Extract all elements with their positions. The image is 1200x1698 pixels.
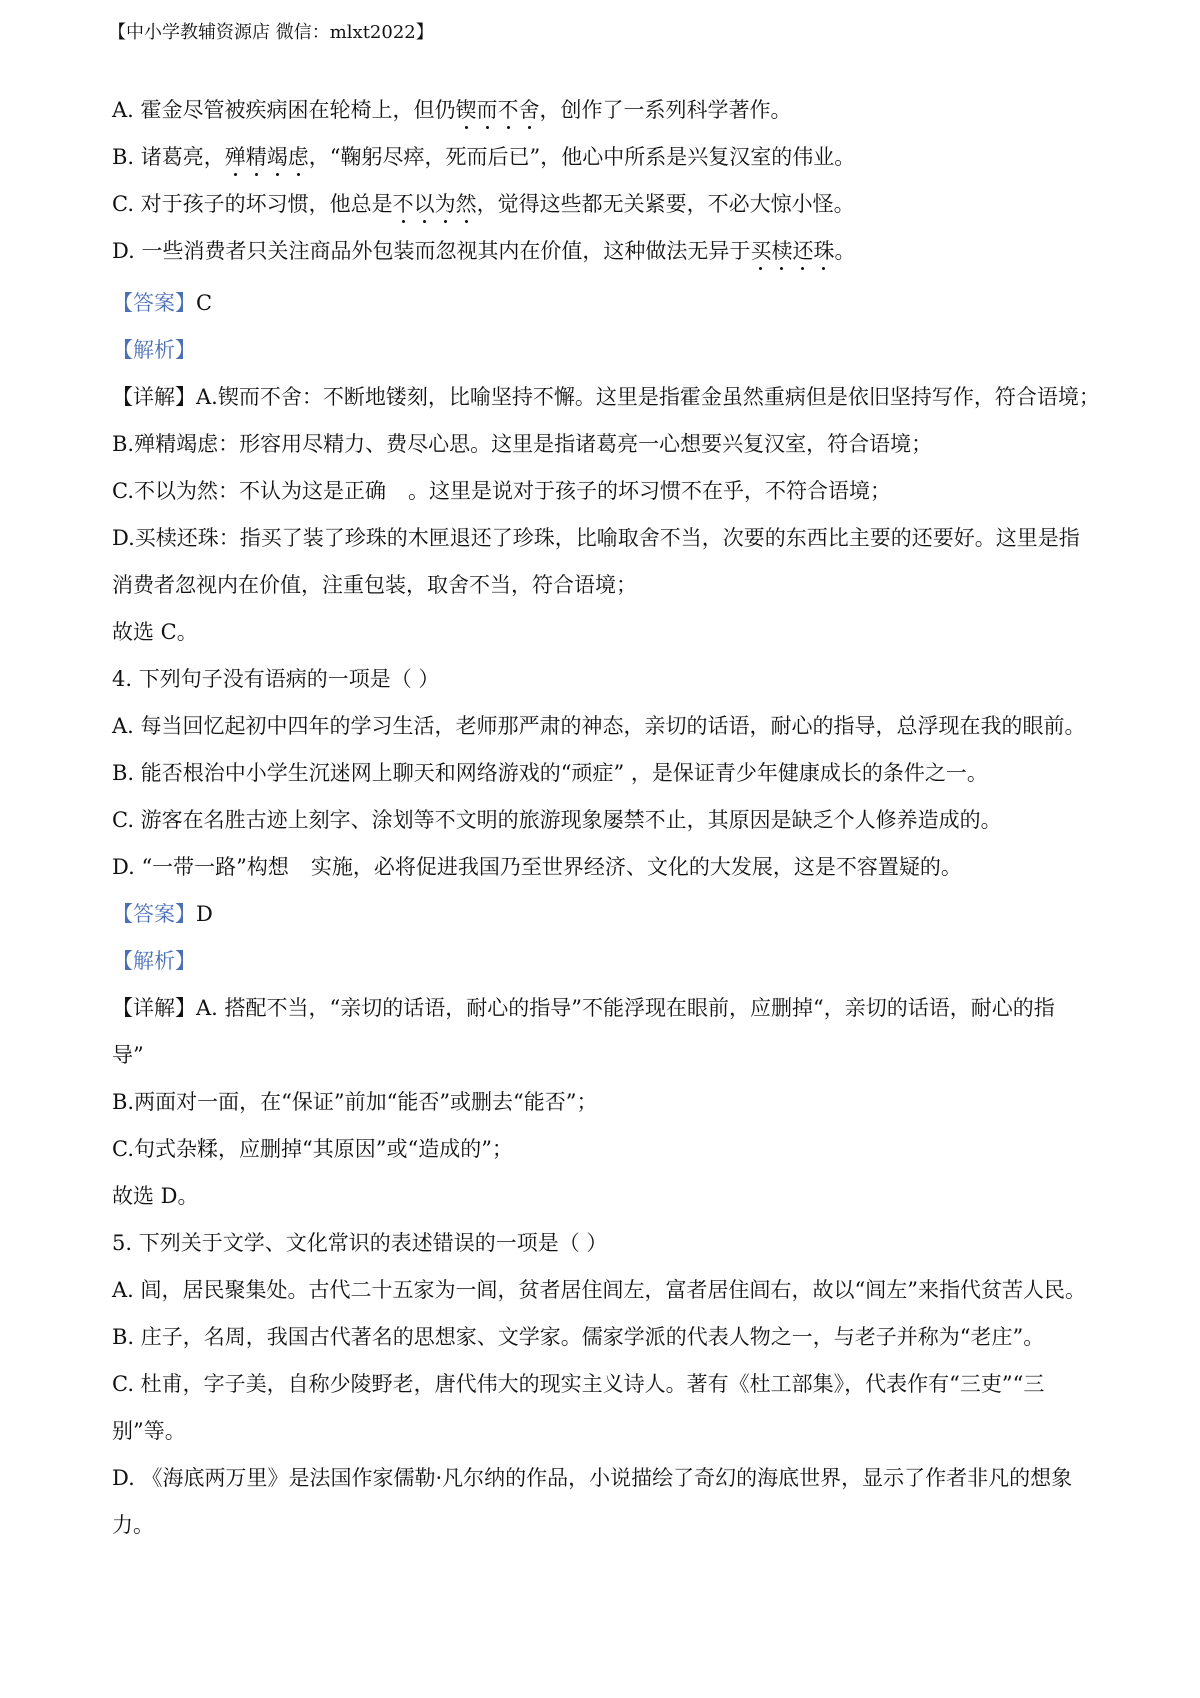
q3-conclusion: 故选 C。	[112, 620, 198, 644]
q5-option-c-line1: C. 杜甫，字子美，自称少陵野老，唐代伟大的现实主义诗人。著有《杜工部集》，代表作有“三吏”“三	[112, 1372, 1045, 1396]
q3-analysis-tag: 【解析】	[112, 338, 196, 362]
q4-answer: 【答案】D	[112, 902, 213, 926]
q5-option-a: A. 闾，居民聚集处。古代二十五家为一闾，贫者居住闾左，富者居住闾右，故以“闾左”来指代贫苦人民。	[112, 1278, 1086, 1302]
q3-detail-a: 【详解】A.锲而不舍：不断地镂刻，比喻坚持不懈。这里是指霍金虽然重病但是依旧坚持写作，符合语境；	[112, 385, 1100, 409]
q3-detail-b: B.殚精竭虑：形容用尽精力、费尽心思。这里是指诸葛亮一心想要兴复汉室，符合语境；	[112, 432, 933, 456]
answer-tag: 【答案】	[112, 291, 196, 315]
q3-detail-d-line1: D.买椟还珠：指买了装了珍珠的木匣退还了珍珠，比喻取舍不当，次要的东西比主要的还要好。这里是指	[112, 526, 1080, 550]
answer-tag: 【答案】	[112, 902, 196, 926]
q3-detail-d-line2: 消费者忽视内在价值，注重包装，取舍不当，符合语境；	[112, 573, 637, 597]
q4-detail-b: B.两面对一面，在“保证”前加“能否”或删去“能否”；	[112, 1090, 598, 1114]
q4-option-a: A. 每当回忆起初中四年的学习生活，老师那严肃的神态，亲切的话语，耐心的指导，总浮现在我的眼前。	[112, 714, 1086, 738]
q4-conclusion: 故选 D。	[112, 1184, 199, 1208]
q4-analysis-tag: 【解析】	[112, 949, 196, 973]
q3-option-b: B. 诸葛亮，殚精竭虑，“鞠躬尽瘁，死而后已”，他心中所系是兴复汉室的伟业。	[112, 145, 856, 169]
q4-detail-a-line2: 导”	[112, 1043, 144, 1067]
q3-option-a: A. 霍金尽管被疾病困在轮椅上，但仍锲而不舍，创作了一系列科学著作。	[112, 98, 792, 122]
q3-option-c: C. 对于孩子的坏习惯，他总是不以为然，觉得这些都无关紧要，不必大惊小怪。	[112, 192, 855, 216]
q5-option-b: B. 庄子，名周，我国古代著名的思想家、文学家。儒家学派的代表人物之一，与老子并称为“老庄”。	[112, 1325, 1045, 1349]
q4-detail-a-line1: 【详解】A. 搭配不当，“亲切的话语，耐心的指导”不能浮现在眼前，应删掉“，亲切的话语，耐心的指	[112, 996, 1055, 1020]
q4-stem: 4. 下列句子没有语病的一项是（ ）	[112, 667, 440, 691]
q5-option-d-line2: 力。	[112, 1513, 154, 1537]
q3-option-d: D. 一些消费者只关注商品外包装而忽视其内在价值，这种做法无异于买椟还珠。	[112, 239, 856, 263]
q4-option-c: C. 游客在名胜古迹上刻字、涂划等不文明的旅游现象屡禁不止，其原因是缺乏个人修养造成的。	[112, 808, 1002, 832]
page-header: 【中小学教辅资源店 微信：mlxt2022】	[108, 22, 434, 43]
q5-stem: 5. 下列关于文学、文化常识的表述错误的一项是（ ）	[112, 1231, 608, 1255]
q5-option-c-line2: 别”等。	[112, 1419, 186, 1443]
q4-detail-c: C.句式杂糅，应删掉“其原因”或“造成的”；	[112, 1137, 513, 1161]
q4-option-d: D. “一带一路”构想 实施，必将促进我国乃至世界经济、文化的大发展，这是不容置疑的。	[112, 855, 962, 879]
q4-option-b: B. 能否根治中小学生沉迷网上聊天和网络游戏的“顽症” ，是保证青少年健康成长的条件之一。	[112, 761, 988, 785]
q3-answer: 【答案】C	[112, 291, 213, 315]
q3-detail-c: C.不以为然：不认为这是正确 。这里是说对于孩子的坏习惯不在乎，不符合语境；	[112, 479, 891, 503]
q5-option-d-line1: D. 《海底两万里》是法国作家儒勒·凡尔纳的作品，小说描绘了奇幻的海底世界，显示了作者非凡的想象	[112, 1466, 1073, 1490]
